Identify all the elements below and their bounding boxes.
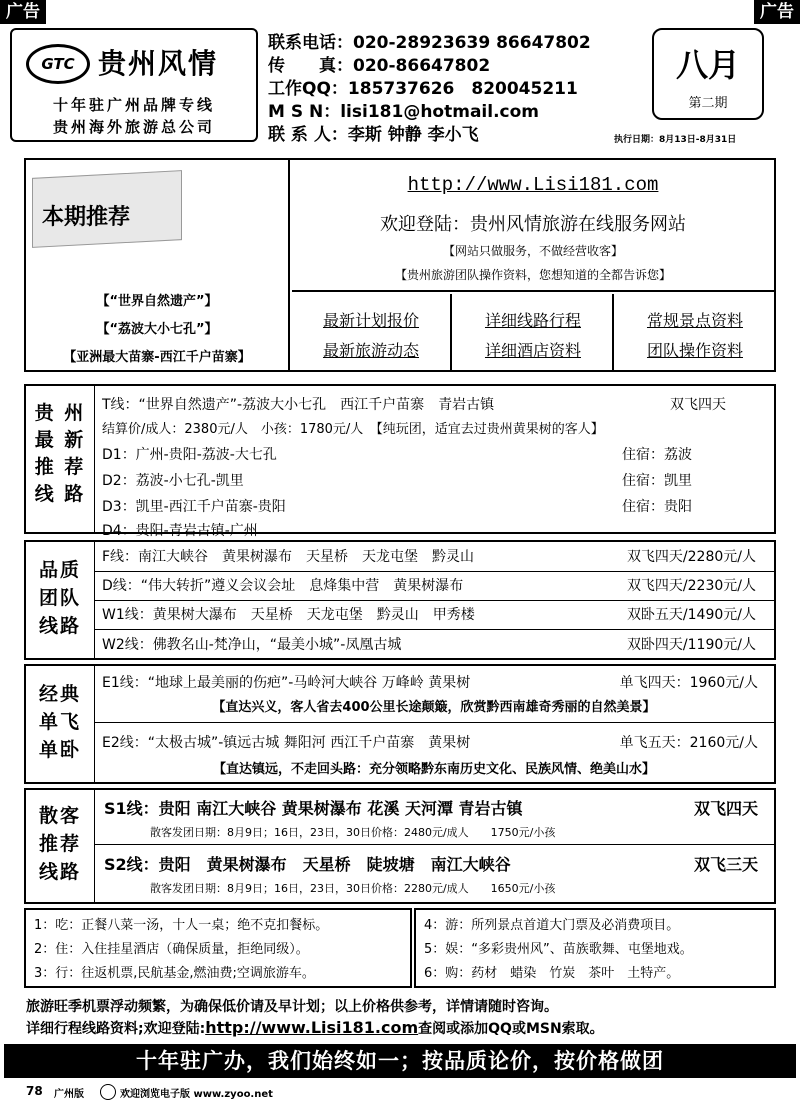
featured-panel: [26, 160, 290, 370]
section-classic-content: [94, 666, 774, 782]
footer-note-2-prefix: 详细行程线路资料;欢迎登陆:: [26, 1021, 206, 1037]
links-col-1: [292, 294, 452, 370]
brand-box: [10, 28, 258, 142]
section-quality: [24, 540, 776, 660]
day-stay: 住宿：荔波: [622, 447, 692, 463]
day-stay: 住宿：凯里: [622, 473, 692, 489]
issue-period: 第二期: [688, 96, 728, 111]
divider: [94, 629, 774, 630]
label-line: 经典: [38, 683, 81, 705]
link-latest-price[interactable]: 最新计划报价: [322, 311, 419, 330]
label-line: 最 新: [34, 429, 86, 451]
route-text: W1线：黄果树大瀑布 天星桥 天龙屯堡 黔灵山 甲秀楼: [102, 607, 475, 623]
promo-text: 欢迎浏览电子版 www.zyoo.net: [120, 1089, 273, 1100]
day-route: D2：荔波-小七孔-凯里: [102, 473, 244, 489]
phone-value: 020-28923639 86647802: [353, 33, 591, 53]
website-note-2: 【贵州旅游团队操作资料，您想知道的全都告诉您】: [394, 268, 671, 282]
divider: [94, 844, 774, 845]
brand-slogan-1: 十年驻广州品牌专线: [52, 96, 215, 114]
label-line: 贵 州: [34, 402, 86, 424]
section-individual-content: [94, 790, 774, 902]
featured-item-2: 【“荔波大小七孔”】: [96, 322, 218, 337]
s1-days: 双飞四天: [693, 799, 758, 818]
header: [4, 22, 796, 150]
website-url[interactable]: http://www.Lisi181.com: [407, 174, 659, 196]
featured-section: [24, 158, 776, 372]
service-item: 4：游：所列景点首道大门票及必消费项目。: [424, 918, 680, 933]
section-individual-label: [26, 790, 95, 902]
service-item: 3：行：往返机票,民航基金,燃油费;空调旅游车。: [34, 966, 315, 981]
divider: [94, 600, 774, 601]
label-line: 推 荐: [34, 456, 86, 478]
e1-note: 【直达兴义，客人省去400公里长途颠簸，欣赏黔西南雄奇秀丽的自然美景】: [212, 700, 656, 715]
links-col-3: [616, 294, 774, 370]
qq-value: 185737626 820045211: [347, 79, 578, 99]
ad-label-left: 广告: [0, 0, 46, 24]
section-individual: [24, 788, 776, 904]
service-item: 1：吃：正餐八菜一汤，十人一桌；绝不克扣餐标。: [34, 918, 329, 933]
footer-url[interactable]: http://www.Lisi181.com: [205, 1018, 419, 1037]
s2-route: S2线：贵阳 黄果树瀑布 天星桥 陡坡塘 南江大峡谷: [104, 855, 511, 874]
label-line: 团队: [38, 587, 81, 609]
fax-value: 020-86647802: [353, 56, 491, 76]
e2-route: E2线：“太极古城”-镇远古城 舞阳河 西江千户苗寨 黄果树: [102, 735, 471, 751]
section-latest-label: [26, 386, 95, 532]
section-quality-label: [26, 542, 95, 658]
section-latest: [24, 384, 776, 539]
featured-item-3: 【亚洲最大苗寨-西江千户苗寨】: [63, 350, 251, 365]
footer-note-2: [26, 1018, 604, 1038]
route-price: 双卧五天/1490元/人: [626, 607, 756, 623]
phone-label: 联系电话：: [268, 33, 353, 53]
e2-price: 单飞五天：2160元/人: [619, 735, 758, 751]
contact-block: [268, 32, 591, 147]
brand-name: 贵州风情: [98, 47, 219, 80]
e2-note: 【直达镇远，不走回头路：充分领略黔东南历史文化、民族风情、绝美山水】: [212, 762, 655, 777]
label-line: 单飞: [38, 711, 81, 733]
msn-label: M S N：: [268, 102, 341, 122]
website-panel: [292, 160, 774, 292]
service-item: 5：娱：“多彩贵州风”、苗族歌舞、屯堡地戏。: [424, 942, 693, 957]
t-line-price: 结算价/成人：2380元/人 小孩：1780元/人 【纯玩团，适宜去过贵州黄果树的客人】: [102, 422, 604, 437]
ad-label-right: 广告: [754, 0, 800, 24]
section-classic-label: [26, 666, 95, 782]
services-right: [414, 908, 776, 988]
services-left: [24, 908, 412, 988]
website-welcome: 欢迎登陆：贵州风情旅游在线服务网站: [380, 214, 686, 235]
label-line: 线路: [38, 861, 81, 883]
s2-days: 双飞三天: [693, 855, 758, 874]
issue-dates: 执行日期：8月13日-8月31日: [614, 135, 737, 145]
qq-label: 工作QQ：: [268, 79, 348, 99]
link-route-details[interactable]: 详细线路行程: [484, 311, 581, 330]
featured-title: 本期推荐: [42, 205, 131, 230]
footer-note-1: 旅游旺季机票浮动频繁，为确保低价请及早计划；以上价格供参考，详情请随时咨询。: [26, 999, 558, 1015]
person-value: 李斯 钟静 李小飞: [347, 125, 479, 145]
route-price: 双飞四天/2280元/人: [626, 549, 756, 565]
s1-info: 散客发团日期：8月9日；16日，23日，30日价格：2480元/成人 1750元/小孩: [150, 826, 556, 839]
issue-scroll: [652, 28, 764, 120]
label-line: 散客: [38, 805, 81, 827]
day-route: D4：贵阳-青岩古镇-广州: [102, 523, 258, 539]
divider: [94, 571, 774, 572]
featured-item-1: 【“世界自然遗产”】: [96, 294, 218, 309]
msn-value: lisi181@hotmail.com: [340, 102, 539, 122]
s2-info: 散客发团日期：8月9日；16日，23日，30日价格：2280元/成人 1650元/小孩: [150, 882, 556, 895]
globe-icon: [100, 1084, 116, 1100]
e1-price: 单飞四天：1960元/人: [619, 675, 758, 691]
route-text: D线：“伟大转折”遵义会议会址 息烽集中营 黄果树瀑布: [102, 578, 464, 594]
edition: 广州版: [54, 1089, 84, 1100]
day-route: D1：广州-贵阳-荔波-大七孔: [102, 447, 277, 463]
page-number: 78: [26, 1084, 43, 1098]
label-line: 品质: [38, 559, 81, 581]
t-line-days: 双飞四天: [670, 397, 726, 413]
section-latest-content: [102, 392, 766, 539]
issue-month: 八月: [675, 46, 740, 84]
link-scenic-info[interactable]: 常规景点资料: [646, 311, 743, 330]
route-price: 双卧四天/1190元/人: [626, 637, 756, 653]
section-classic: [24, 664, 776, 784]
brand-slogan-2: 贵州海外旅游总公司: [52, 118, 215, 136]
day-stay: 住宿：贵阳: [622, 499, 692, 515]
link-latest-news[interactable]: 最新旅游动态: [322, 341, 419, 360]
label-line: 单卧: [38, 739, 81, 761]
gtc-logo: GTC: [26, 44, 90, 84]
website-note-1: 【网站只做服务，不做经营收客】: [442, 244, 623, 258]
service-item: 2：住：入住挂星酒店（确保质量，拒绝同级）。: [34, 942, 309, 957]
route-price: 双飞四天/2230元/人: [626, 578, 756, 594]
route-text: W2线：佛教名山-梵净山，“最美小城”-凤凰古城: [102, 637, 402, 653]
day-route: D3：凯里-西江千户苗寨-贵阳: [102, 499, 286, 515]
link-team-ops[interactable]: 团队操作资料: [646, 341, 743, 360]
label-line: 线 路: [34, 483, 86, 505]
s1-route: S1线：贵阳 南江大峡谷 黄果树瀑布 花溪 天河潭 青岩古镇: [104, 799, 523, 818]
divider: [94, 722, 774, 723]
link-hotel-details[interactable]: 详细酒店资料: [484, 341, 581, 360]
service-item: 6：购：药材 蜡染 竹炭 茶叶 土特产。: [424, 966, 680, 981]
t-line-route: T线：“世界自然遗产”-荔波大小七孔 西江千户苗寨 青岩古镇: [102, 397, 495, 413]
footer-banner: 十年驻广办，我们始终如一；按品质论价，按价格做团: [4, 1044, 796, 1078]
section-quality-content: [94, 542, 774, 658]
person-label: 联 系 人：: [268, 125, 348, 145]
label-line: 推荐: [38, 833, 81, 855]
label-line: 线路: [38, 615, 81, 637]
links-col-2: [454, 294, 614, 370]
e1-route: E1线：“地球上最美丽的伤疤”-马岭河大峡谷 万峰岭 黄果树: [102, 675, 471, 691]
footer-note-2-suffix: 查阅或添加QQ或MSN索取。: [418, 1021, 604, 1037]
route-text: F线：南江大峡谷 黄果树瀑布 天星桥 天龙屯堡 黔灵山: [102, 549, 475, 565]
fax-label: 传 真：: [268, 56, 353, 76]
